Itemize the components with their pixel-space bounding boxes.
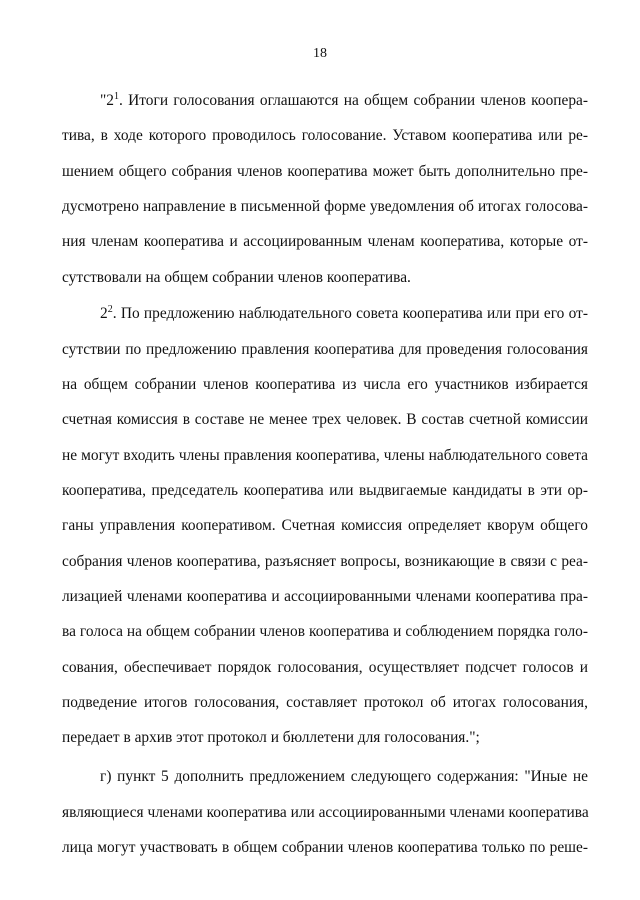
text-line: "$2^1$. Итоги голосования оглашаются на общем собрании членов коопера- (100, 91, 588, 109)
text-line: собрания членов кооператива, разъясняет вопросы, возникающие в связи с реа- (62, 553, 588, 570)
text-line: счетная комиссия в составе не менее трех человек. В состав счетной комиссии (62, 411, 588, 428)
text-line: тива, в ходе которого проводилось голосование. Уставом кооператива или ре- (62, 127, 588, 144)
page-number: 18 (313, 46, 327, 61)
text-line: дусмотрено направление в письменной форме уведомления об итогах голосова- (62, 198, 588, 215)
text-line: являющиеся членами кооператива или ассоциированными членами кооператива (62, 804, 589, 821)
text-line: ганы управления кооперативом. Счетная комиссия определяет кворум общего (62, 517, 588, 534)
text-line: сутствовали на общем собрании членов кооператива. (62, 269, 411, 286)
text-line: сования, обеспечивает порядок голосования, осуществляет подсчет голосов и (62, 659, 588, 676)
text-line: $2^2$. По предложению наблюдательного совета кооператива или при его от- (100, 304, 588, 322)
text-line: шением общего собрания членов кооператива может быть дополнительно пре- (62, 163, 588, 180)
superscript: 2 (107, 304, 113, 315)
text-line: г) пункт 5 дополнить предложением следующего содержания: "Иные не (100, 768, 588, 785)
text-line: подведение итогов голосования, составляет протокол об итогах голосования, (62, 694, 588, 711)
text-line: ва голоса на общем собрании членов кооператива и соблюдением порядка голо- (62, 623, 588, 640)
text-line: лица могут участвовать в общем собрании членов кооператива только по реше- (62, 839, 588, 856)
text-line: не могут входить члены правления кооператива, члены наблюдательного совета (62, 447, 588, 464)
text-line: сутствии по предложению правления кооператива для проведения голосования (62, 341, 588, 358)
text-line: кооператива, председатель кооператива или выдвигаемые кандидаты в эти ор- (62, 482, 588, 499)
superscript: 1 (113, 91, 119, 102)
text-line: лизацией членами кооператива и ассоциированными членами кооператива пра- (62, 588, 588, 605)
text-line: на общем собрании членов кооператива из числа его участников избирается (62, 376, 588, 393)
text-line: передает в архив этот протокол и бюллетени для голосования."; (62, 729, 480, 746)
text-line: ния членам кооператива и ассоциированным членам кооператива, которые от- (62, 233, 588, 250)
